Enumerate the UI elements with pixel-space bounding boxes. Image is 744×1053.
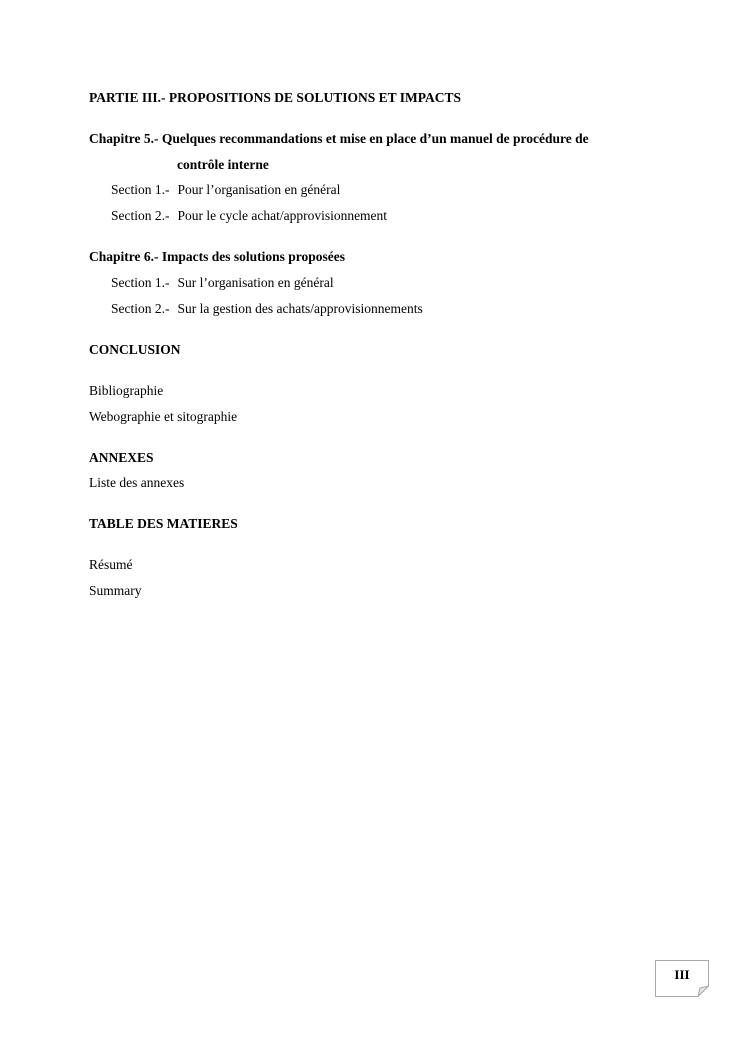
conclusion-heading: CONCLUSION: [89, 342, 181, 357]
chapitre6-section1: [111, 274, 334, 291]
section-title: Sur la gestion des achats/approvisionnements: [177, 301, 423, 316]
section-title: Pour l’organisation en général: [177, 182, 341, 197]
page-number: III: [674, 967, 690, 982]
section-number: Section 1.-: [111, 275, 170, 290]
chapitre6-heading: Chapitre 6.- Impacts des solutions proposées: [89, 249, 346, 264]
page-number-badge: [655, 960, 709, 997]
section-number: Section 1.-: [111, 182, 170, 197]
bibliographie-entry: Bibliographie: [89, 383, 164, 398]
webographie-entry: Webographie et sitographie: [89, 409, 238, 424]
section-number: Section 2.-: [111, 208, 170, 223]
table-matieres-heading: TABLE DES MATIERES: [89, 516, 238, 531]
section-title: Pour le cycle achat/approvisionnement: [177, 208, 388, 223]
chapitre5-section1: [111, 181, 340, 198]
chapitre5-heading-line2: contrôle interne: [177, 157, 269, 172]
summary-entry: Summary: [89, 583, 142, 598]
resume-entry: Résumé: [89, 557, 133, 572]
section-title: Sur l’organisation en général: [177, 275, 334, 290]
partie-heading: PARTIE III.- PROPOSITIONS DE SOLUTIONS ET IMPACTS: [89, 90, 461, 105]
section-number: Section 2.-: [111, 301, 170, 316]
liste-annexes-entry: Liste des annexes: [89, 475, 185, 490]
annexes-heading: ANNEXES: [89, 450, 154, 465]
chapitre5-heading-line1: Chapitre 5.- Quelques recommandations et mise en place d’un manuel de procédure de: [89, 131, 589, 146]
chapitre5-section2: [111, 207, 387, 224]
chapitre6-section2: [111, 300, 423, 317]
